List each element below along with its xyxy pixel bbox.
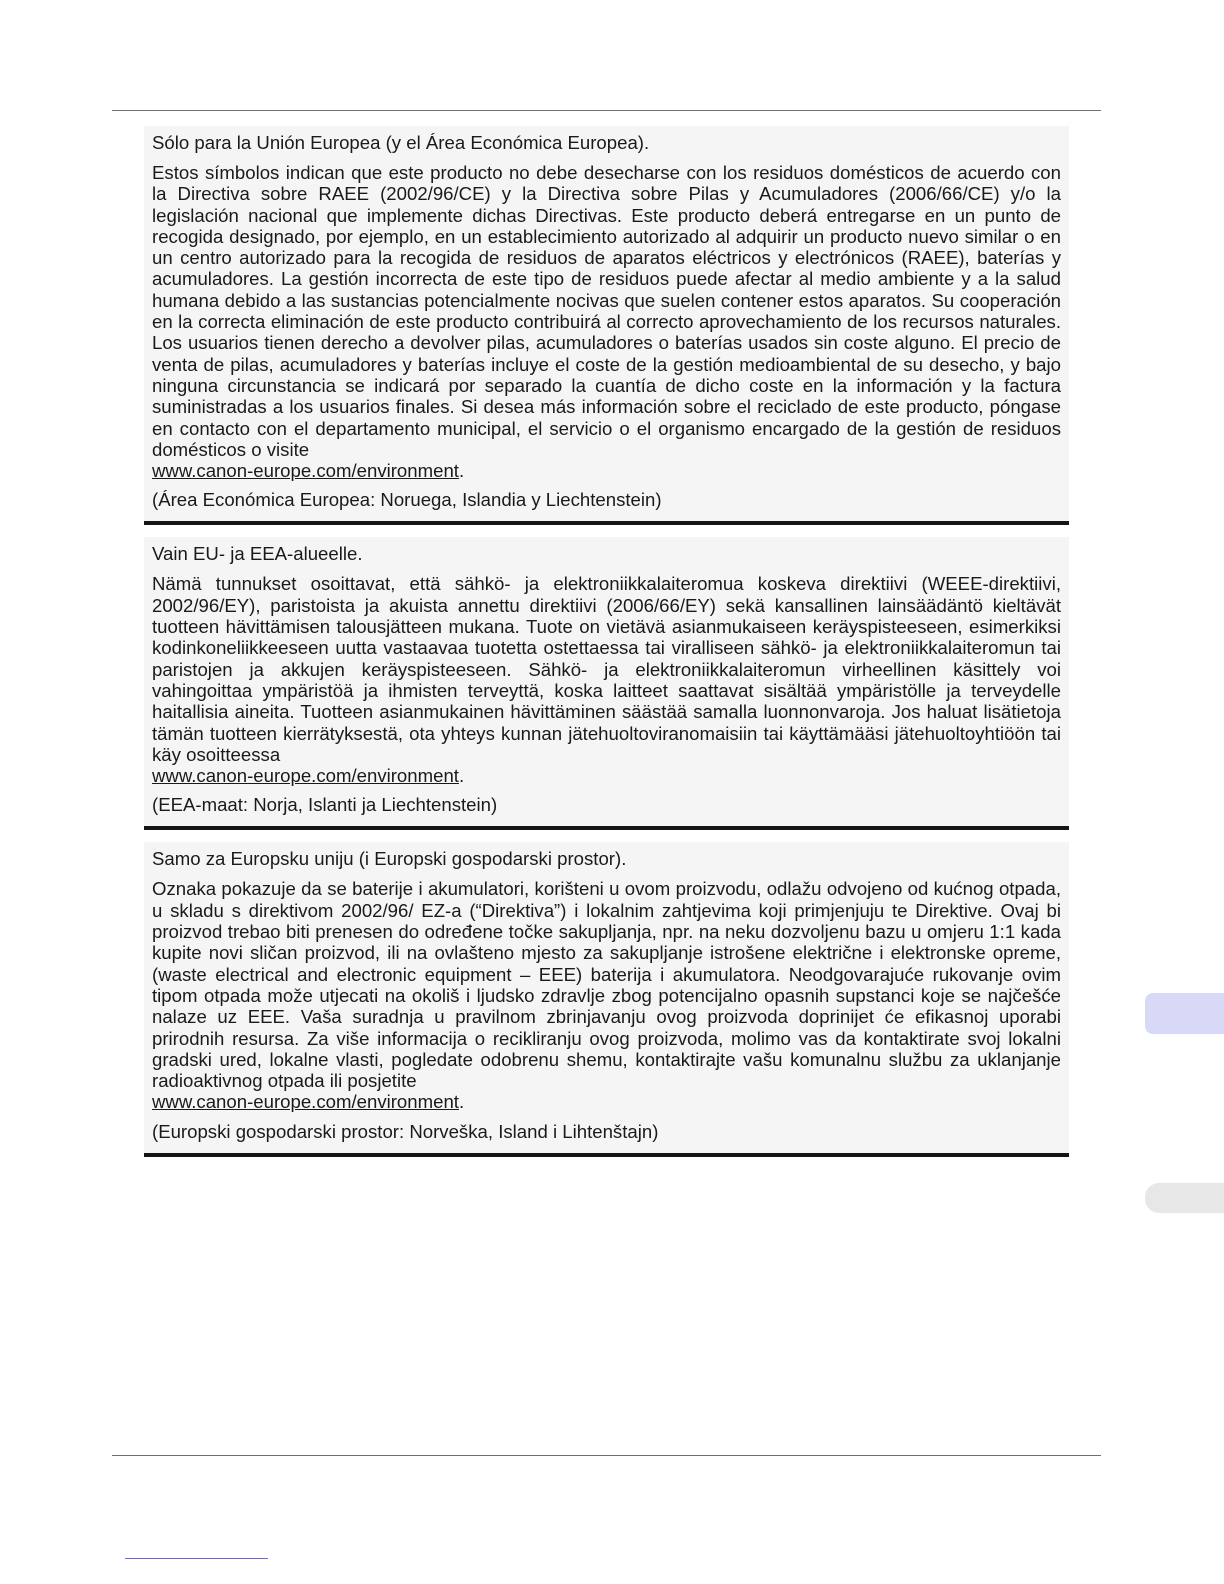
section-title: Vain EU- ja EEA-alueelle. — [152, 543, 363, 565]
section-body — [152, 573, 1061, 786]
section-title: Samo za Europsku uniju (i Europski gospodarski prostor). — [152, 848, 627, 870]
weee-notice-content — [144, 126, 1069, 1157]
section-note: (Europski gospodarski prostor: Norveška, Island i Lihtenštajn) — [152, 1120, 659, 1142]
body-text: Estos símbolos indican que este producto no debe desecharse con los residuos domésticos de acuerdo con la Directiva sobre RAEE (2002/96/CE) y la Directiva sobre Pilas y Acumuladores (2006/66/CE) y/o la legislación nacional que implemente dichas Directivas. Este producto deberá entregarse en un punto de recogida designado, por ejemplo, en un establecimiento autorizado al adquirir un producto nuevo similar o en un centro autorizado para la recogida de residuos de aparatos eléctricos y electrónicos (RAEE), baterías y acumuladores. La gestión incorrecta de este tipo de residuos puede afectar al medio ambiente y a la salud humana debido a las sustancias potencialmente nocivas que suelen contener estos aparatos. Su cooperación en la correcta eliminación de este producto contribuirá al correcto aprovechamiento de los recursos naturales. Los usuarios tienen derecho a devolver pilas, acumuladores o baterías usados sin coste alguno. El precio de venta de pilas, acumuladores y baterías incluye el coste de la gestión medioambiental de su desecho, y bajo ninguna circunstancia se indicará por separado la cuantía de dicho coste en la información y la factura suministradas a los usuarios finales. Si desea más información sobre el reciclado de este producto, póngase en contacto con el departamento municipal, el servicio o el organismo encargado de la gestión de residuos domésticos o visite — [152, 162, 1061, 460]
body-end: . — [458, 765, 465, 787]
body-end: . — [458, 460, 465, 482]
environment-link[interactable]: www.canon-europe.com/environment — [152, 765, 459, 787]
chapter-tab-active[interactable] — [1145, 993, 1224, 1034]
body-text: Oznaka pokazuje da se baterije i akumulatori, korišteni u ovom proizvodu, odlažu odvojeno od kućnog otpada, u skladu s direktivom 2002/96/ EZ-a (“Direktiva”) i lokalnim zahtjevima koji primjenjuju te Direktive. Ovaj bi proizvod trebao biti prenesen do određene točke sakupljanja, npr. na neku dozvoljenu bazu u omjeru 1:1 kada kupite novi sličan proizvod, ili na ovlašteno mjesto za sakupljanje istrošene električne i elektronske opreme, (waste electrical and electronic equipment – EEE) baterija i akumulatora. Neodgovarajuće rukovanje ovim tipom otpada može utjecati na okoliš i ljudsko zdravlje zbog potencijalno opasnih supstanci koje se najčešće nalaze uz EEE. Vaša suradnja u pravilnom zbrinjavanju ovog proizvoda doprinijet će efikasnoj uporabi prirodnih resursa. Za više informacija o recikliranju ovog proizvoda, molimo vas da kontaktirate svoj lokalni gradski ured, lokalne vlasti, pogledate odobrenu shemu, kontaktirajte vašu komunalnu službu za uklanjanje radioaktivnog otpada ili posjetite — [152, 878, 1061, 1092]
section-note: (Área Económica Europea: Noruega, Islandia y Liechtenstein) — [152, 489, 662, 511]
footer-link-underline — [125, 1558, 268, 1559]
section-finnish — [144, 537, 1069, 830]
header-divider — [112, 110, 1101, 111]
section-croatian — [144, 842, 1069, 1156]
section-note: (EEA-maat: Norja, Islanti ja Liechtenstein) — [152, 794, 498, 816]
body-text: Nämä tunnukset osoittavat, että sähkö- ja elektroniikkalaiteromua koskeva direktiivi (WEEE-direktiivi, 2002/96/EY), paristoista ja akuista annettu direktiivi (2006/66/EY) sekä kansallinen lainsäädäntö kieltävät tuotteen hävittämisen talousjätteen mukana. Tuote on vietävä asianmukaiseen keräyspisteeseen, esimerkiksi kodinkoneliikkeeseen uutta vastaavaa tuotetta ostettaessa tai viralliseen sähkö- ja elektroniikkalaiteromun tai paristojen ja akkujen keräyspisteeseen. Sähkö- ja elektroniikkalaiteromun virheellinen käsittely voi vahingoittaa ympäristöä ja ihmisten terveyttä, koska laitteet saattavat sisältää ympäristölle ja terveydelle haitallisia aineita. Tuotteen asianmukainen hävittäminen säästää samalla luonnonvaroja. Jos haluat lisätietoja tämän tuotteen kierrätyksestä, ota yhteys kunnan jätehuoltoviranomaisiin tai käyttämääsi jätehuoltoyhtiöön tai käy osoitteessa — [152, 573, 1061, 765]
environment-link[interactable]: www.canon-europe.com/environment — [152, 1091, 459, 1113]
body-end: . — [458, 1091, 465, 1113]
section-spanish — [144, 126, 1069, 525]
section-title: Sólo para la Unión Europea (y el Área Económica Europea). — [152, 132, 650, 153]
section-body — [152, 162, 1061, 481]
environment-link[interactable]: www.canon-europe.com/environment — [152, 460, 459, 482]
section-body — [152, 878, 1061, 1112]
footer-divider — [112, 1455, 1101, 1456]
chapter-tab-index[interactable] — [1145, 1183, 1224, 1213]
